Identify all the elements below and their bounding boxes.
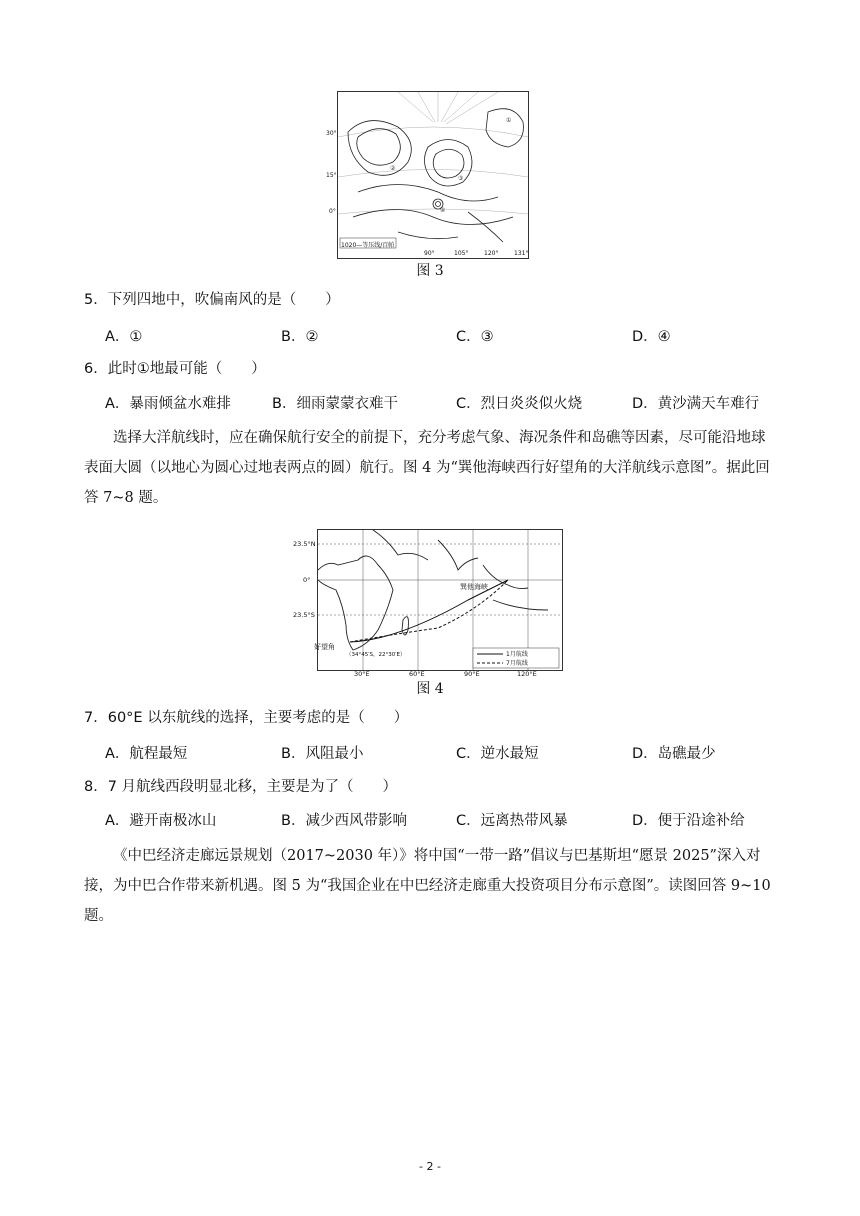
question-5-option-a: A．① — [105, 329, 143, 345]
question-6-stem: 6．此时①地最可能（ ） — [84, 361, 266, 377]
legend-jul-route: 7月航线 — [506, 660, 528, 667]
figure-3-map — [337, 91, 529, 259]
passage-routes: 选择大洋航线时，应在确保航行安全的前提下，充分考虑气象、海况条件和岛礁等因素，尽可能沿地球表面大圆（以地心为圆心过地表两点的圆）航行。图 4 为“巽他海峡西行好望角的大洋航线示意图”。据此回答 7~8 题。 — [84, 430, 770, 506]
figure-3-caption: 图 3 — [416, 263, 444, 279]
page-number: - 2 - — [419, 1160, 441, 1173]
cape-coordinates: （34°45′S，22°30′E） — [346, 652, 406, 658]
lat-label-0: 0° — [329, 208, 336, 215]
lat-label-23n: 23.5°N — [293, 540, 316, 548]
legend-jan-route: 1月航线 — [506, 651, 528, 658]
svg-text:①: ① — [506, 117, 512, 124]
svg-text:③: ③ — [458, 175, 464, 182]
question-7-stem: 7．60°E 以东航线的选择，主要考虑的是（ ） — [84, 710, 409, 726]
question-5-option-d: D．④ — [632, 329, 671, 345]
question-8-option-b: B．减少西风带影响 — [281, 813, 407, 829]
svg-text:④: ④ — [440, 207, 446, 214]
question-8-option-d: D．便于沿途补给 — [632, 813, 745, 829]
question-5-option-b: B．② — [281, 329, 319, 345]
svg-text:②: ② — [390, 165, 396, 172]
question-7-option-c: C．逆水最短 — [456, 746, 539, 762]
place-sunda-strait: 巽他海峡 — [460, 583, 488, 591]
question-6-option-d: D．黄沙满天车难行 — [632, 396, 760, 412]
figure-3-legend: 1020—等压线/百帕 — [341, 242, 395, 249]
lat-label-15: 15° — [326, 172, 337, 179]
lat-label-23s: 23.5°S — [293, 611, 315, 619]
lon-label-120: 120° — [484, 250, 499, 257]
question-5-option-c: C．③ — [456, 329, 494, 345]
lon-label-131: 131° — [514, 250, 529, 257]
question-8-stem: 8．7 月航线西段明显北移，主要是为了（ ） — [84, 779, 398, 795]
isobar-map-graphic — [338, 92, 528, 258]
lon-label-30e: 30°E — [354, 670, 370, 678]
question-6-option-c: C．烈日炎炎似火烧 — [456, 396, 583, 412]
lon-label-105: 105° — [454, 250, 469, 257]
lon-label-60e: 60°E — [409, 670, 425, 678]
lat-label-30: 30° — [326, 130, 337, 137]
question-8-option-a: A．避开南极冰山 — [105, 813, 217, 829]
question-7-option-a: A．航程最短 — [105, 746, 188, 762]
question-7-option-d: D．岛礁最少 — [632, 746, 716, 762]
lon-label-90e: 90°E — [464, 670, 480, 678]
figure-4-caption: 图 4 — [416, 681, 444, 697]
question-7-option-b: B．风阻最小 — [281, 746, 364, 762]
lon-label-90: 90° — [424, 250, 435, 257]
lon-label-120e: 120°E — [517, 670, 537, 678]
place-cape-of-good-hope: 好望角 — [314, 643, 335, 651]
figure-4-map — [317, 529, 563, 671]
question-5-stem: 5．下列四地中，吹偏南风的是（ ） — [84, 292, 340, 308]
passage-cpec: 《中巴经济走廊远景规划（2017~2030 年）》将中国“一带一路”倡议与巴基斯坦“愿景 2025”深入对接，为中巴合作带来新机遇。图 5 为“我国企业在中巴经济走廊重大投资项目分布示意图”。读图回答 9~10 题。 — [84, 848, 771, 924]
question-8-option-c: C．远离热带风暴 — [456, 813, 568, 829]
lat-label-equator: 0° — [303, 576, 311, 584]
question-6-option-a: A．暴雨倾盆水难排 — [105, 396, 231, 412]
question-6-option-b: B．细雨蒙蒙衣难干 — [272, 396, 398, 412]
